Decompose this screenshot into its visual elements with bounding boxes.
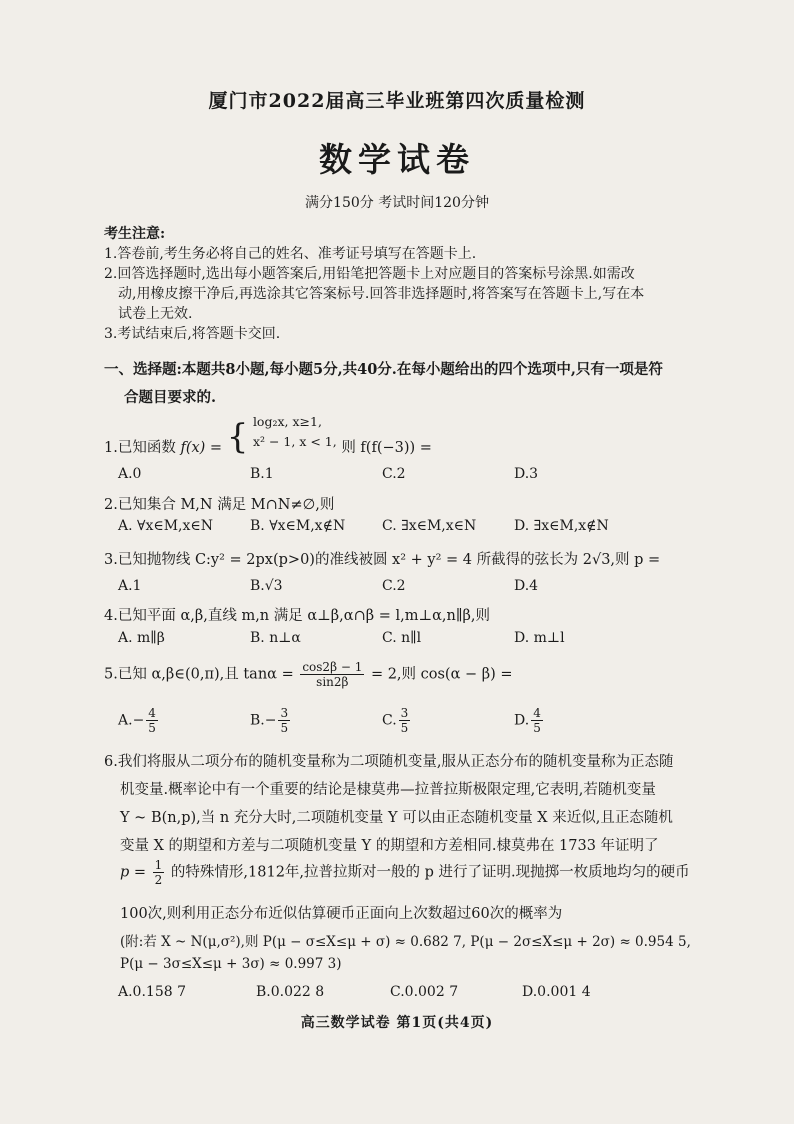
q6-option-b: B.0.022 8 xyxy=(256,984,325,1000)
q4-option-d: D. m⊥l xyxy=(514,630,565,646)
q1-cases xyxy=(253,412,337,452)
q3-option-b: B.√3 xyxy=(250,578,283,594)
question-4: 4.已知平面 α,β,直线 m,n 满足 α⊥β,α∩β = l,m⊥α,n∥β,则 xyxy=(104,608,491,624)
q5-fraction-denominator: sin2β xyxy=(316,675,349,689)
q1-prefix: 1.已知函数 xyxy=(104,440,176,456)
question-6-line-7: (附:若 X ~ N(μ,σ²),则 P(μ − σ≤X≤μ + σ) ≈ 0.682 7, P(μ − 2σ≤X≤μ + 2σ) ≈ 0.954 5, xyxy=(120,934,691,950)
notice-item-2: 2.回答选择题时,选出每小题答案后,用铅笔把答题卡上对应题目的答案标号涂黑.如需改 xyxy=(104,266,635,282)
notice-item-3: 3.考试结束后,将答题卡交回. xyxy=(104,326,281,342)
q5-fraction xyxy=(300,660,364,689)
q3-option-c: C.2 xyxy=(382,578,406,594)
q3-option-a: A.1 xyxy=(118,578,142,594)
q1-option-a: A.0 xyxy=(118,466,142,482)
q1-case-2: x² − 1, x < 1, xyxy=(252,434,337,449)
q2-option-b: B. ∀x∈M,x∉N xyxy=(250,518,346,534)
q2-option-a: A. ∀x∈M,x∈N xyxy=(118,518,214,534)
notice-item-1: 1.答卷前,考生务必将自己的姓名、准考证号填写在答题卡上. xyxy=(104,246,477,262)
q5-option-b: B.− $\frac{3}{5}$ xyxy=(250,706,289,735)
question-6-line-3: Y ~ B(n,p),当 n 充分大时,二项随机变量 Y 可以由正态随机变量 X 来近似,且正态随机 xyxy=(120,810,673,826)
q5-option-d: D. $\frac{4}{5}$ xyxy=(514,706,541,735)
q6-option-a: A.0.158 7 xyxy=(118,984,186,1000)
q2-option-d: D. ∃x∈M,x∉N xyxy=(514,518,609,534)
q5-fraction-numerator: cos2β − 1 xyxy=(302,660,363,674)
question-6-line-1: 6.我们将服从二项分布的随机变量称为二项随机变量,服从正态分布的随机变量称为正态随 xyxy=(104,754,674,770)
notice-item-2-end: 试卷上无效. xyxy=(118,306,193,322)
question-5 xyxy=(104,660,513,689)
question-1 xyxy=(104,412,432,457)
q6-option-d: D.0.001 4 xyxy=(522,984,591,1000)
section-heading-cont: 合题目要求的. xyxy=(124,389,217,406)
q5-suffix: = 2,则 cos(α − β) = xyxy=(370,666,513,683)
q6-line-5-text: 的特殊情形,1812年,拉普拉斯对一般的 p 进行了证明.现抛掷一枚质地均匀的硬币 xyxy=(170,864,690,881)
question-6-line-2: 机变量.概率论中有一个重要的结论是棣莫弗—拉普拉斯极限定理,它表明,若随机变量 xyxy=(120,782,656,798)
q4-option-c: C. n∥l xyxy=(382,630,422,646)
page-footer: 高三数学试卷 第1页(共4页) xyxy=(300,1015,494,1031)
q1-case-1: log₂x, x≥1, xyxy=(252,414,322,429)
q6-p-equals: p = xyxy=(120,864,147,881)
q5-prefix: 5.已知 α,β∈(0,π),且 tanα = xyxy=(104,666,294,683)
q1-option-d: D.3 xyxy=(514,466,539,482)
q1-function: f(x) = xyxy=(180,440,223,456)
q1-suffix: 则 f(f(−3)) = xyxy=(341,440,432,456)
exam-subtitle: 满分150分 考试时间120分钟 xyxy=(305,195,489,211)
q5-option-c: C. $\frac{3}{5}$ xyxy=(382,706,409,735)
q1-option-b: B.1 xyxy=(250,466,274,482)
q5-option-a: A.− $\frac{4}{5}$ xyxy=(118,706,156,735)
section-heading: 一、选择题:本题共8小题,每小题5分,共40分.在每小题给出的四个选项中,只有一项是符 xyxy=(104,361,663,378)
notice-item-2-cont: 动,用橡皮擦干净后,再选涂其它答案标号.回答非选择题时,将答案写在答题卡上,写在本 xyxy=(118,286,645,302)
q1-brace: { xyxy=(226,417,249,457)
question-6-line-4: 变量 X 的期望和方差与二项随机变量 Y 的期望和方差相同.棣莫弗在 1733 年证明了 xyxy=(120,838,659,854)
q4-option-b: B. n⊥α xyxy=(250,630,301,646)
exam-title: 厦门市2022届高三毕业班第四次质量检测 xyxy=(208,90,586,112)
question-6-line-8: P(μ − 3σ≤X≤μ + 3σ) ≈ 0.997 3) xyxy=(120,956,342,972)
q6-half-fraction: $\frac{1}{2}$ xyxy=(154,858,163,887)
q1-option-c: C.2 xyxy=(382,466,406,482)
question-3: 3.已知抛物线 C:y² = 2px(p>0)的准线被圆 x² + y² = 4 所截得的弦长为 2√3,则 p = xyxy=(104,552,661,568)
q2-option-c: C. ∃x∈M,x∈N xyxy=(382,518,477,534)
subject-title: 数学试卷 xyxy=(319,140,475,179)
notice-heading: 考生注意: xyxy=(104,226,166,242)
question-2: 2.已知集合 M,N 满足 M∩N≠∅,则 xyxy=(104,497,335,513)
question-6-line-5 xyxy=(120,858,690,887)
q4-option-a: A. m∥β xyxy=(118,630,165,646)
q3-option-d: D.4 xyxy=(514,578,539,594)
question-6-line-6: 100次,则利用正态分布近似估算硬币正面向上次数超过60次的概率为 xyxy=(120,906,563,922)
q6-option-c: C.0.002 7 xyxy=(390,984,459,1000)
